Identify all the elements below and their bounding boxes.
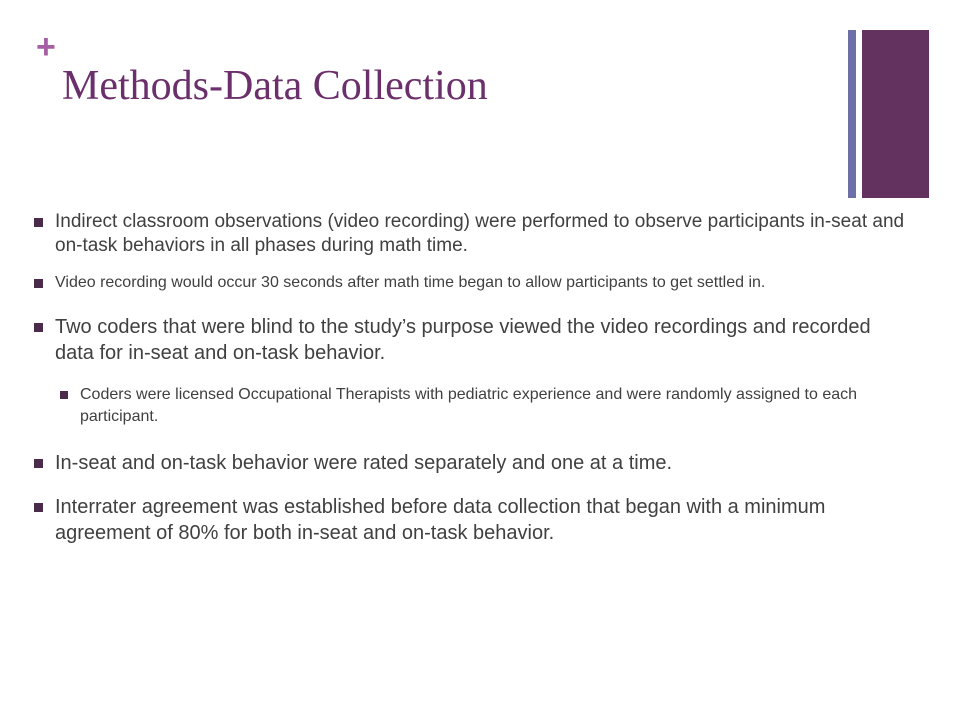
square-bullet-icon (60, 391, 68, 399)
bullet-item (34, 272, 914, 294)
decorative-wide-bar (862, 30, 929, 198)
square-bullet-icon (34, 503, 43, 512)
bullet-text: In-seat and on-task behavior were rated separately and one at a time. (55, 452, 673, 474)
bullet-text: Interrater agreement was established before data collection that began with a minimum agreement of 80% for both in-seat and on-task behavior. (55, 496, 826, 544)
bullet-text: Two coders that were blind to the study’s purpose viewed the video recordings and recorded data for in-seat and on-task behavior. (55, 316, 871, 364)
plus-marker-icon: + (36, 28, 56, 66)
bullet-item (34, 450, 914, 476)
sub-bullet-item (60, 384, 914, 428)
bullet-item (34, 314, 914, 366)
square-bullet-icon (34, 459, 43, 468)
bullet-text: Indirect classroom observations (video recording) were performed to observe participants in-seat and on-task behaviors in all phases during math time. (55, 211, 905, 256)
bullet-item (34, 494, 914, 546)
bullet-item (34, 210, 914, 258)
bullet-list (34, 210, 914, 564)
square-bullet-icon (34, 218, 43, 227)
bullet-text: Video recording would occur 30 seconds after math time began to allow participants to get settled in. (55, 274, 766, 291)
square-bullet-icon (34, 279, 43, 288)
decorative-thin-bar (848, 30, 856, 198)
square-bullet-icon (34, 323, 43, 332)
slide-title: Methods-Data Collection (62, 63, 488, 109)
bullet-text: Coders were licensed Occupational Therapists with pediatric experience and were randomly assigned to each participant. (80, 386, 858, 425)
